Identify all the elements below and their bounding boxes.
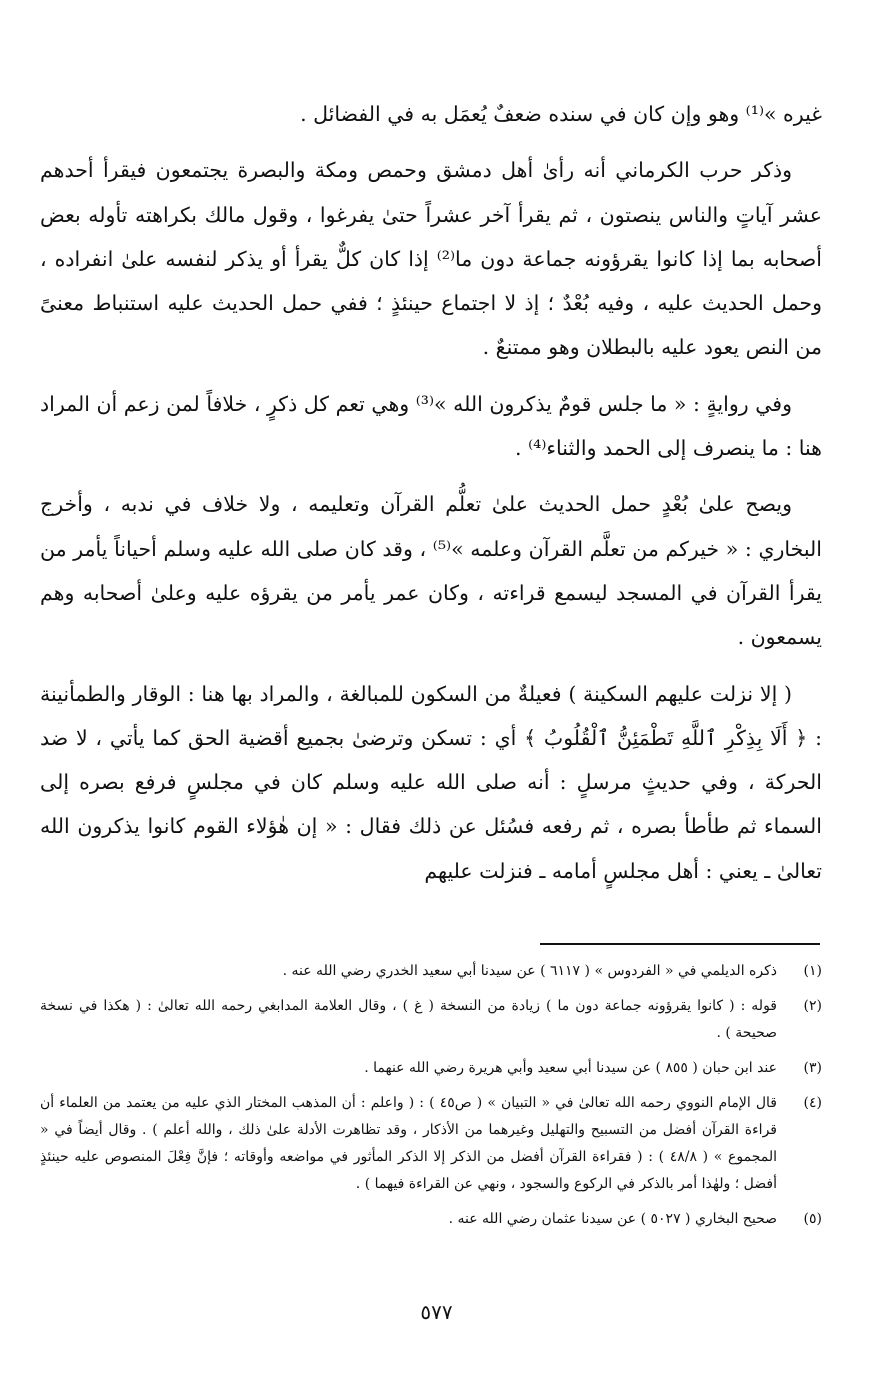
footnote-1: [40, 958, 822, 985]
footnote-number: (٢): [803, 998, 822, 1014]
footnote-text: عند ابن حبان ( ٨٥٥ ) عن سيدنا أبي سعيد وأبي هريرة رضي الله عنهما .: [364, 1060, 777, 1076]
footnote-3: [40, 1055, 822, 1082]
paragraph-5: ( إلا نزلت عليهم السكينة ) فعيلةٌ من السكون للمبالغة ، والمراد بها هنا : الوقار والطمأنينة : ﴿ أَلَا بِذِكْرِ ٱللَّهِ تَطْمَئِنُّ ٱلْقُلُوبُ ﴾ أي : تسكن وترضىٰ بجميع أقضية الحق كما يأتي ، لا ضد الحركة ، وفي حديثٍ مرسلٍ : أنه صلى الله عليه وسلم كان في مجلسٍ فرفع بصره إلى السماء ثم طأطأ بصره ، ثم رفعه فسُئل عن ذلك فقال : « إن هٰؤلاء القوم كانوا يذكرون الله تعالىٰ ـ يعني : أهل مجلسٍ أمامه ـ فنزلت عليهم: [40, 681, 822, 883]
footnote-text: ذكره الديلمي في « الفردوس » ( ٦١١٧ ) عن سيدنا أبي سعيد الخدري رضي الله عنه .: [282, 963, 777, 979]
paragraph-3: وفي روايةٍ : « ما جلس قومٌ يذكرون الله »⁽³⁾ وهي تعم كل ذكرٍ ، خلافاً لمن زعم أن المراد هنا : ما ينصرف إلى الحمد والثناء⁽⁴⁾ .: [40, 391, 822, 461]
footnote-2: [40, 993, 822, 1047]
page-number: ٥٧٧: [420, 1300, 453, 1324]
footnote-text: قال الإمام النووي رحمه الله تعالىٰ في « التبيان » ( ص٤٥ ) : ( واعلم : أن المذهب المختار الذي عليه من يعتمد من العلماء أن قراءة القرآن أفضل من التسبيح والتهليل وغيرهما من الأذكار ، وقد تظاهرت الأدلة علىٰ ذلك ، والله أعلم ) . وقال أيضاً في « المجموع » ( ٤٨/٨ ) : ( فقراءة القرآن أفضل من الذكر إلا الذكر المأثور في مواضعه وأوقاته ؛ فإنَّ فِعْلَ المنصوص عليه حينئذٍ أفضل ؛ ولهٰذا أمر بالذكر في الركوع والسجود ، ونهي عن القراءة فيهما ) .: [40, 1095, 777, 1192]
footnote-4: [40, 1090, 822, 1198]
main-text: [40, 92, 822, 905]
footnotes: [40, 958, 822, 1241]
footnote-number: (٤): [803, 1095, 822, 1111]
footnote-number: (٥): [803, 1211, 822, 1227]
footnote-text: قوله : ( كانوا يقرؤونه جماعة دون ما ) زيادة من النسخة ( غ ) ، وقال العلامة المدابغي رحمه الله تعالىٰ : ( هكذا في نسخة صحيحة ) .: [40, 998, 777, 1041]
footnote-text: صحيح البخاري ( ٥٠٢٧ ) عن سيدنا عثمان رضي الله عنه .: [448, 1211, 777, 1227]
footnote-5: [40, 1206, 822, 1233]
footnote-number: (١): [803, 963, 822, 979]
paragraph-2: وذكر حرب الكرماني أنه رأىٰ أهل دمشق وحمص ومكة والبصرة يجتمعون فيقرأ أحدهم عشر آياتٍ والناس ينصتون ، ثم يقرأ آخر عشراً حتىٰ يفرغوا ، وقول مالك بكراهته تأوله بعض أصحابه بما إذا كانوا يقرؤونه جماعة دون ما⁽²⁾ إذا كان كلٌّ يقرأ أو يذكر لنفسه علىٰ انفراده ، وحمل الحديث عليه ، وفيه بُعْدٌ ؛ إذ لا اجتماع حينئذٍ ؛ ففي حمل الحديث عليه استنباط معنىً من النص يعود عليه بالبطلان وهو ممتنعٌ .: [40, 158, 822, 360]
footnote-number: (٣): [803, 1060, 822, 1076]
paragraph-4: ويصح علىٰ بُعْدٍ حمل الحديث علىٰ تعلُّم القرآن وتعليمه ، ولا خلاف في ندبه ، وأخرج البخاري : « خيركم من تعلَّم القرآن وعلمه »⁽⁵⁾ ، وقد كان صلى الله عليه وسلم أحياناً يأمر من يقرأ القرآن في المسجد ليسمع قراءته ، وكان عمر يأمر من يقرؤه عليه وعلىٰ أصحابه وهم يسمعون .: [40, 492, 823, 650]
footnote-separator: [540, 943, 820, 945]
paragraph-1: غيره »⁽¹⁾ وهو وإن كان في سنده ضعفٌ يُعمَل به في الفضائل .: [300, 102, 822, 126]
